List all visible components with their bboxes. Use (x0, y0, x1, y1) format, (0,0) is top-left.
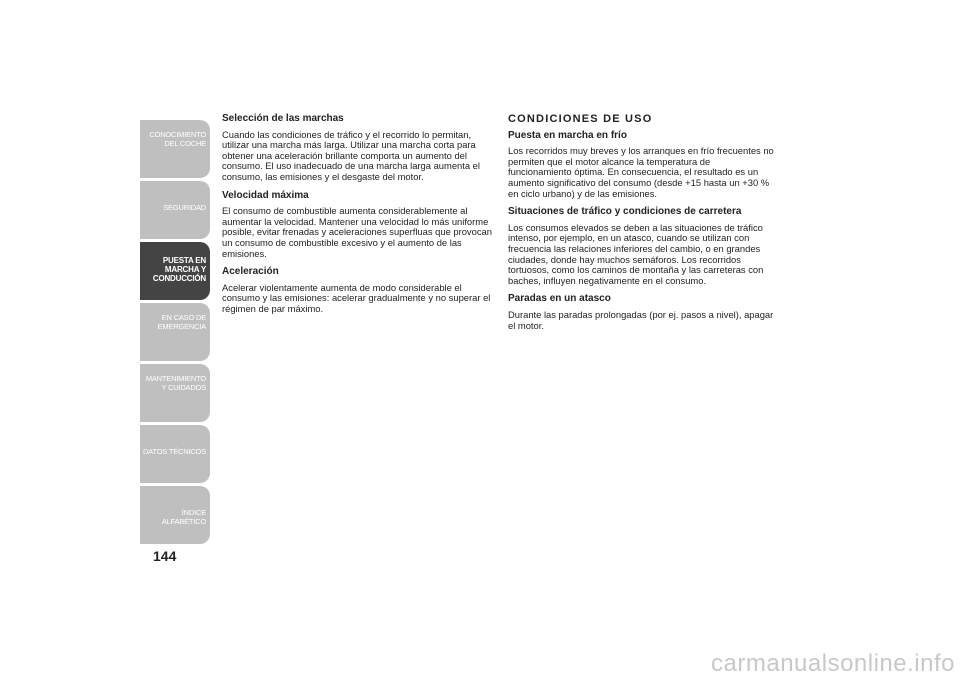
section-body: Los recorridos muy breves y los arranques en frío frecuentes no permiten que el motor alcance la temperatura de funcionamiento óptima. En consecuencia, el resultado es un aumento significativo del consumo (desde +15 hasta un +30 % en ciclo urbano) y de las emisiones. (508, 145, 774, 199)
section-body: Cuando las condiciones de tráfico y el recorrido lo permitan, utilizar una marcha más larga. Utilizar una marcha corta para obtener una aceleración brillante comporta un aumento del consumo. El uso inadecuado de una marcha larga aumenta el consumo, las emisiones y el desgaste del motor. (222, 128, 480, 182)
section-body: Los consumos elevados se deben a las situaciones de tráfico intenso, por ejemplo, en un atasco, cuando se utilizan con frecuencia las relaciones inferiores del cambio, o en grandes ciudades, donde hay muchos semáforos. Los recorridos tortuosos, como los caminos de montaña y las carreteras con baches, influyen negativamente en el consumo. (508, 221, 764, 286)
tab-mantenimiento[interactable]: MANTENIMIENTO Y CUIDADOS (140, 364, 210, 422)
section-heading: Selección de las marchas (222, 113, 344, 124)
tab-seguridad[interactable]: SEGURIDAD (140, 181, 210, 239)
watermark: carmanualsonline.info (711, 650, 955, 677)
section-heading: Paradas en un atasco (508, 293, 611, 305)
tab-en-caso-de-emergencia[interactable]: EN CASO DE EMERGENCIA (140, 303, 210, 361)
tab-conocimiento-del-coche[interactable]: CONOCIMIENTO DEL COCHE (140, 120, 210, 178)
tab-datos-tecnicos[interactable]: DATOS TÉCNICOS (140, 425, 210, 483)
left-column (222, 114, 494, 323)
section-body: El consumo de combustible aumenta considerablemente al aumentar la velocidad. Mantener una velocidad lo más uniforme posible, evitar frenadas y aceleraciones superfluas que provocan un consumo de combustible excesivo y el aumento de las emisiones. (222, 205, 492, 259)
section-body: Acelerar violentamente aumenta de modo considerable el consumo y las emisiones: acelerar gradualmente y no superar el régimen de par máximo. (222, 281, 491, 314)
section-heading: Velocidad máxima (222, 189, 309, 201)
right-column (508, 114, 776, 339)
page-number: 144 (153, 548, 177, 564)
section-heading: Situaciones de tráfico y condiciones de carretera (508, 206, 742, 218)
tab-indice-alfabetico[interactable]: ÍNDICE ALFABÉTICO (140, 486, 210, 544)
section-body: Durante las paradas prolongadas (por ej. pasos a nivel), apagar el motor. (508, 308, 774, 331)
chapter-section-title: CONDICIONES DE USO (508, 113, 653, 125)
section-heading: Aceleración (222, 266, 279, 278)
section-heading: Puesta en marcha en frío (508, 129, 627, 141)
tab-puesta-en-marcha[interactable]: PUESTA EN MARCHA Y CONDUCCIÓN (140, 242, 210, 300)
